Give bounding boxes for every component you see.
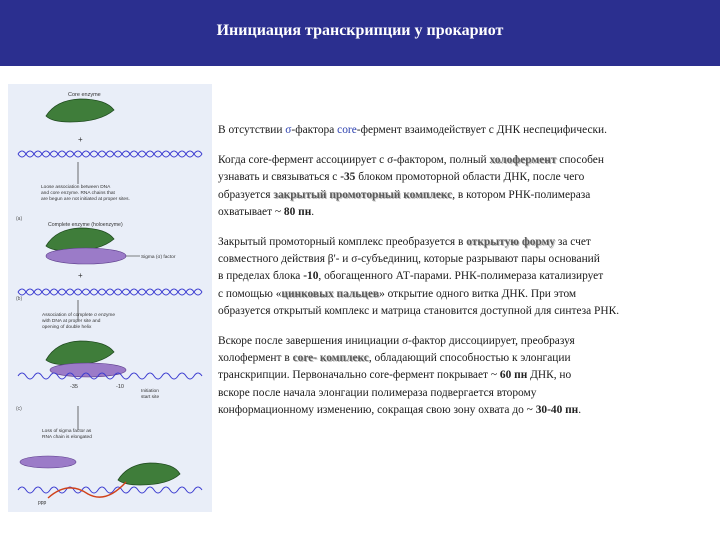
- label-loss-2: RNA chain is elongated: [42, 435, 92, 440]
- label-initiation-1: Initiation: [141, 389, 159, 394]
- text-segment: -фермент взаимодействует с ДНК неспецифически.: [356, 124, 607, 136]
- panel-a-label: (a): [16, 216, 23, 222]
- text-line: [218, 204, 714, 221]
- text-line: [218, 169, 714, 186]
- text-segment: В отсутствии: [218, 124, 286, 136]
- dna-strand-1b: [18, 151, 202, 157]
- label-complete-enzyme: Complete enzyme (holoenzyme): [48, 222, 123, 228]
- text-segment: в пределах блока: [218, 270, 304, 283]
- text-segment: .: [311, 205, 315, 218]
- text-line: [218, 303, 714, 320]
- text-segment: .: [578, 403, 582, 416]
- text-line: [218, 350, 714, 367]
- core-enzyme-shape: [46, 99, 114, 122]
- highlighted-term: закрытый промоторный комплекс: [273, 188, 453, 201]
- panel-c-label: (c): [16, 406, 22, 412]
- text-line: [218, 367, 714, 384]
- panel-b-label: (b): [16, 296, 23, 302]
- label-core-enzyme: Core enzyme: [68, 92, 101, 98]
- label-ppp: ppp: [38, 500, 47, 506]
- slide-header: [0, 0, 720, 66]
- text-segment: конформационному изменению, сокращая свою зону охвата до ~: [218, 403, 536, 416]
- text-segment: холофермент в: [218, 352, 293, 365]
- highlighted-term: core- комплекс: [292, 352, 369, 365]
- highlighted-term: σ: [285, 124, 292, 136]
- highlighted-term: холофермент: [489, 154, 557, 167]
- paragraph-holoenzyme: [218, 152, 714, 221]
- text-segment: Когда core-фермент ассоциирует с σ-фактором, полный: [218, 154, 490, 167]
- text-line: [218, 385, 714, 402]
- text-segment: Вскоре после завершения инициации σ-фактор диссоциирует, преобразуя: [218, 335, 575, 348]
- text-segment: способен: [556, 154, 604, 167]
- text-segment: образуется открытый комплекс и матрица становится доступной для синтеза РНК.: [218, 304, 620, 317]
- elongating-core-shape: [118, 463, 180, 485]
- dna-strand-1: [18, 151, 202, 157]
- slide-body: [218, 122, 714, 432]
- text-segment: , в котором РНК-полимераза: [452, 188, 591, 201]
- label-sigma-factor: Sigma (σ) factor: [141, 255, 176, 260]
- text-segment: ДНК, но: [527, 369, 572, 382]
- highlighted-term: открытую форму: [466, 236, 556, 249]
- text-segment: , обладающий способностью к элонгации: [368, 352, 571, 365]
- label-assoc-2: with DNA at proper site and: [42, 319, 101, 324]
- transcription-diagram: [8, 84, 212, 512]
- bound-holoenzyme-shape: [46, 341, 114, 365]
- text-segment: транскрипции. Первоначально core-фермент покрывает ~: [218, 369, 500, 382]
- label-minus10: -10: [116, 384, 124, 390]
- paragraph-elongation: [218, 333, 714, 419]
- text-line: [218, 152, 714, 169]
- highlighted-term: 60 пн: [499, 369, 528, 382]
- label-loose-1: Loose association between DNA: [41, 185, 111, 190]
- text-segment: за счет: [555, 236, 591, 249]
- highlighted-term: 80 пн: [283, 205, 312, 218]
- label-minus35: -35: [70, 384, 78, 390]
- label-assoc-3: opening of double helix: [42, 325, 92, 330]
- text-line: [218, 251, 714, 268]
- paragraph-core-binding: [218, 122, 714, 139]
- text-line: [218, 333, 714, 350]
- released-sigma-shape: [20, 456, 76, 468]
- text-segment: Закрытый промоторный комплекс преобразуется в: [218, 236, 467, 249]
- text-segment: узнавать и связываться с: [218, 171, 341, 184]
- text-segment: охватывает ~: [218, 205, 284, 218]
- text-segment: совместного действия β'- и σ-субъединиц, которые разрывают пары оснований: [218, 253, 600, 266]
- label-loss-1: Loss of sigma factor as: [42, 429, 92, 434]
- text-line: [218, 286, 714, 303]
- plus-sign-2: +: [78, 271, 83, 280]
- label-loose-2: and core enzyme. RNA chains that: [41, 191, 115, 196]
- holoenzyme-shape: [46, 228, 114, 251]
- dna-strand-2b: [18, 289, 202, 295]
- text-segment: » открытие одного витка ДНК. При этом: [379, 287, 577, 300]
- highlighted-term: 30-40 пн: [535, 403, 579, 416]
- highlighted-term: -35: [340, 171, 356, 184]
- text-segment: блоком промоторной области ДНК, после чего: [355, 171, 585, 184]
- text-segment: , обогащенного АТ-парами. РНК-полимераза катализирует: [318, 270, 604, 283]
- diagram-svg: [8, 84, 212, 512]
- dna-strand-2: [18, 289, 202, 295]
- plus-sign-1: +: [78, 135, 83, 144]
- sigma-factor-shape: [46, 248, 126, 264]
- label-loose-3: are begun are not initiated at proper sites.: [41, 197, 130, 202]
- text-segment: вскоре после начала элонгации полимераза подвергается второму: [218, 386, 537, 399]
- text-segment: образуется: [218, 188, 274, 201]
- text-line: [218, 268, 714, 285]
- slide-title: Инициация транскрипции у прокариот: [216, 22, 504, 39]
- label-assoc-1: Association of complete σ enzyme: [42, 313, 116, 318]
- paragraph-open-complex: [218, 234, 714, 320]
- highlighted-term: -10: [303, 270, 319, 283]
- text-line: [218, 402, 714, 419]
- text-line: [218, 187, 714, 204]
- highlighted-term: core: [337, 124, 357, 136]
- label-initiation-2: start site: [141, 395, 160, 400]
- text-segment: с помощью «: [218, 287, 282, 300]
- dna-strand-4: [18, 487, 202, 493]
- text-line: [218, 122, 714, 139]
- highlighted-term: цинковых пальцев: [281, 287, 380, 300]
- text-segment: -фактора: [291, 124, 338, 136]
- text-line: [218, 234, 714, 251]
